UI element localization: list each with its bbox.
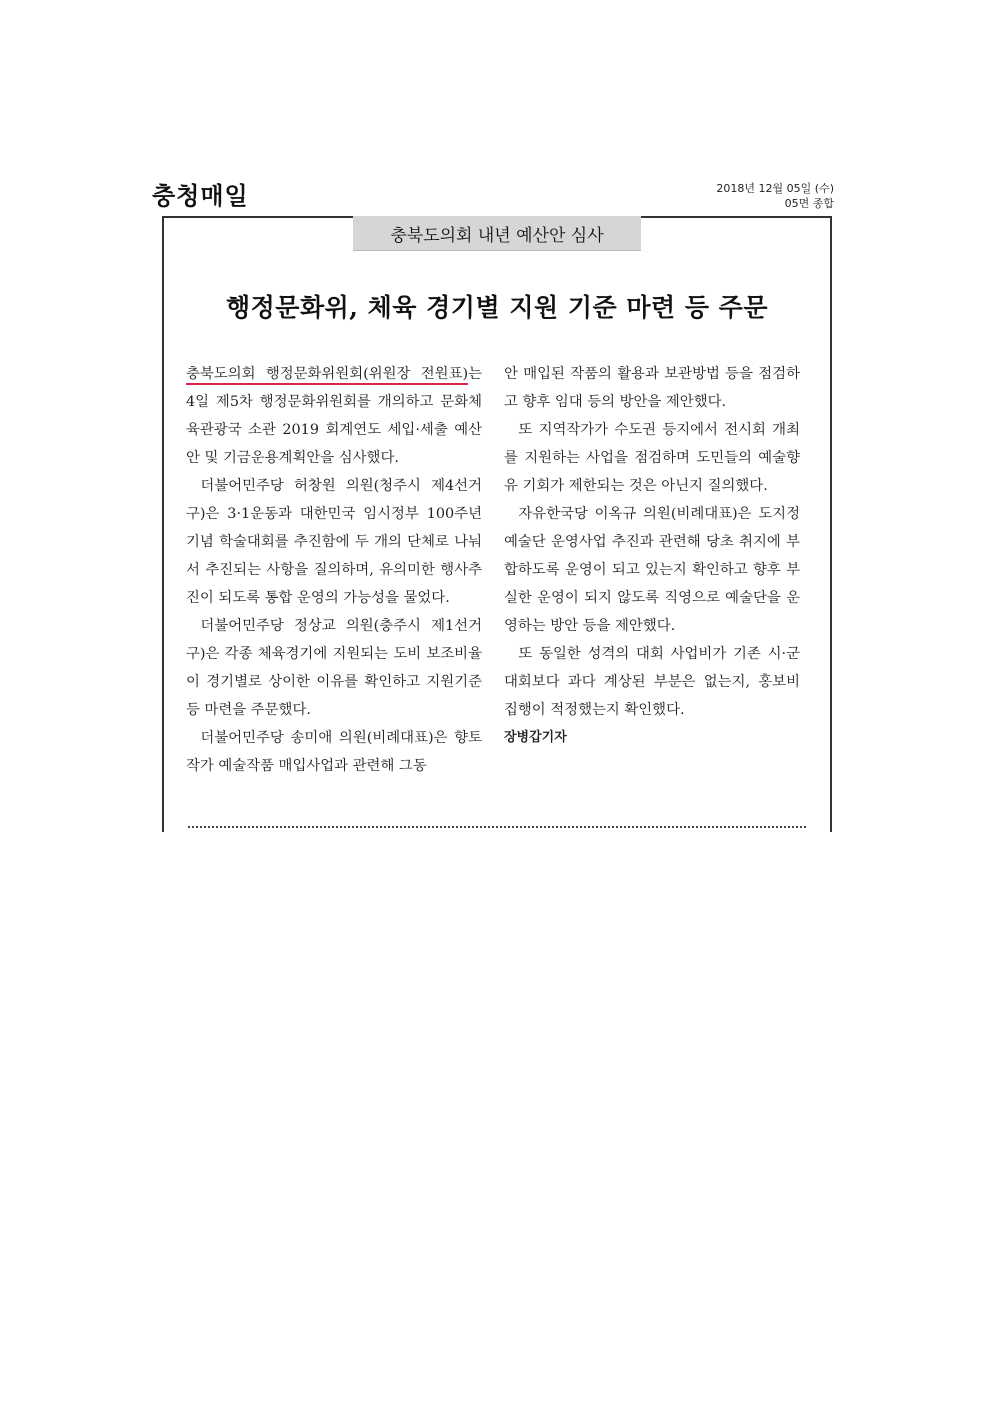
article-clip-frame (162, 216, 832, 832)
body-paragraph: 더불어민주당 송미애 의원(비례대표)은 향토작가 예술작품 매입사업과 관련해 그동 (186, 730, 482, 774)
publication-date: 2018년 12월 05일 (수) (716, 182, 834, 195)
body-paragraph: 더불어민주당 정상교 의원(충주시 제1선거구)은 각종 체육경기에 지원되는 도비 보조비율이 경기별로 상이한 이유를 확인하고 지원기준 등 마련을 주문했다. (186, 618, 482, 718)
section-tag: 충북도의회 내년 예산안 심사 (353, 216, 641, 251)
body-paragraph: 또 지역작가가 수도권 등지에서 전시회 개최를 지원하는 사업을 점검하며 도민들의 예술향유 기회가 제한되는 것은 아닌지 질의했다. (504, 422, 800, 494)
article-column-left (186, 360, 482, 780)
reporter-byline: 장병갑기자 (504, 730, 567, 745)
body-paragraph: 안 매입된 작품의 활용과 보관방법 등을 점검하고 향후 임대 등의 방안을 제안했다. (504, 366, 800, 410)
lead-paragraph (186, 360, 482, 472)
date-block (716, 181, 834, 211)
dotted-divider (188, 826, 806, 828)
page-number: 05면 종합 (784, 197, 834, 210)
lead-text: 는 4일 제5차 행정문화위원회를 개의하고 문화체육관광국 소관 2019 회계연도 세입·세출 예산안 및 기금운용계획안을 심사했다. (186, 366, 482, 466)
article-column-right (504, 360, 800, 752)
article-headline: 행정문화위, 체육 경기별 지원 기준 마련 등 주문 (226, 293, 768, 322)
lead-highlight: 충북도의회 행정문화위원회(위원장 전원표) (186, 366, 468, 385)
body-paragraph: 자유한국당 이옥규 의원(비례대표)은 도지정예술단 운영사업 추진과 관련해 당초 취지에 부합하도록 운영이 되고 있는지 확인하고 향후 부실한 운영이 되지 않도록 직영으로 예술단을 운영하는 방안 등을 제안했다. (504, 506, 800, 634)
body-paragraph: 또 동일한 성격의 대회 사업비가 기존 시·군 대회보다 과다 계상된 부분은 없는지, 홍보비 집행이 적정했는지 확인했다. (504, 646, 800, 718)
newspaper-masthead: 충청매일 (152, 182, 249, 210)
body-paragraph: 더불어민주당 허창원 의원(청주시 제4선거구)은 3·1운동과 대한민국 임시정부 100주년 기념 학술대회를 추진함에 두 개의 단체로 나눠서 추진되는 사항을 질의하며, 유의미한 행사추진이 되도록 통합 운영의 가능성을 물었다. (186, 478, 482, 606)
